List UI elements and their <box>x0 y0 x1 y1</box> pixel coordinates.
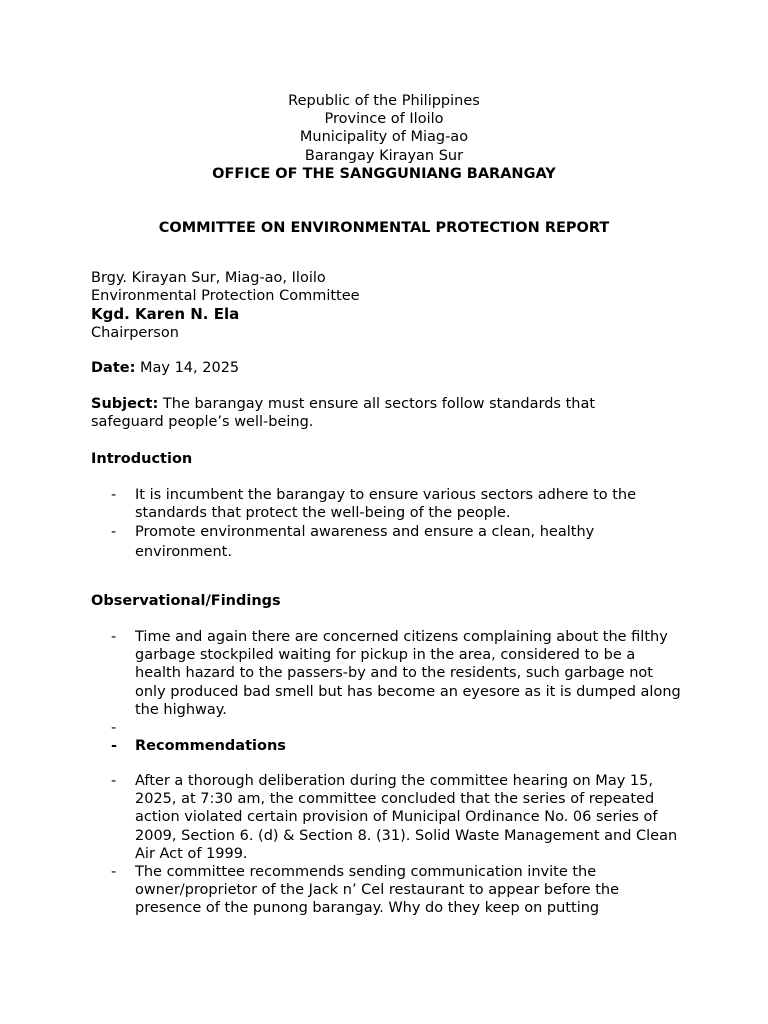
list-item-text: Promote environmental awareness and ensure a clean, healthy environment. <box>135 524 595 561</box>
dash-bullet: - <box>111 773 117 789</box>
subject-line <box>91 395 631 431</box>
sender-block <box>91 269 691 342</box>
letterhead-municipality: Municipality of Miag-ao <box>299 129 469 146</box>
date-line <box>91 359 691 377</box>
findings-heading: Observational/Findings <box>91 593 281 609</box>
letterhead-province: Province of Iloilo <box>324 111 444 128</box>
letterhead <box>0 92 768 183</box>
list-item-text: Time and again there are concerned citizens complaining about the filthy garbage stockpiled waiting for pickup in the area, considered to be a health hazard to the passers-by and to the residents, such garbage not only produced bad smell but has become an eyesore as it is dumped along the highway. <box>135 629 681 718</box>
letterhead-office: OFFICE OF THE SANGGUNIANG BARANGAY <box>212 165 556 182</box>
introduction-list <box>91 486 676 562</box>
list-item <box>91 737 681 755</box>
dash-bullet: - <box>111 487 117 503</box>
sender-position: Chairperson <box>91 324 179 341</box>
letterhead-country: Republic of the Philippines <box>288 93 480 109</box>
list-item <box>91 719 681 737</box>
list-item-text: After a thorough deliberation during the committee hearing on May 15, 2025, at 7:30 am, the committee concluded that the series of repeated action violated certain provision of Municipal Ordinance No. 06 series of 2009, Section 6. (d) & Section 8. (31). Solid Waste Management and Clean Air Act of 1999. <box>135 773 678 862</box>
list-item <box>91 772 681 863</box>
list-item <box>91 522 676 562</box>
recommendations-list <box>91 772 681 918</box>
list-item <box>91 863 681 918</box>
letterhead-barangay: Barangay Kirayan Sur <box>304 147 464 164</box>
list-item-text: It is incumbent the barangay to ensure various sectors adhere to the standards that protect the well-being of the people. <box>135 487 637 522</box>
dash-bullet: - <box>111 629 117 645</box>
introduction-heading: Introduction <box>91 451 193 467</box>
report-title: COMMITTEE ON ENVIRONMENTAL PROTECTION REPORT <box>158 220 610 236</box>
sender-address: Brgy. Kirayan Sur, Miag-ao, Iloilo <box>91 270 326 286</box>
subject-value: The barangay must ensure all sectors follow standards that safeguard people’s well-being. <box>91 396 596 431</box>
list-item-text: The committee recommends sending communication invite the owner/proprietor of the Jack n’ Cel restaurant to appear before the presence of the punong barangay. Why do they keep on putting <box>135 864 619 917</box>
recommendations-heading: Recommendations <box>135 738 286 755</box>
list-item <box>91 628 681 719</box>
dash-bullet: - <box>111 524 117 541</box>
sender-committee: Environmental Protection Committee <box>91 288 360 305</box>
list-item <box>91 486 676 522</box>
dash-bullet: - <box>111 720 117 737</box>
sender-name: Kgd. Karen N. Ela <box>91 305 240 324</box>
subject-label: Subject: <box>91 396 159 412</box>
findings-list <box>91 628 681 755</box>
date-label: Date: <box>91 360 136 376</box>
dash-bullet: - <box>111 864 117 881</box>
date-value: May 14, 2025 <box>135 360 240 376</box>
dash-bullet: - <box>111 738 118 755</box>
